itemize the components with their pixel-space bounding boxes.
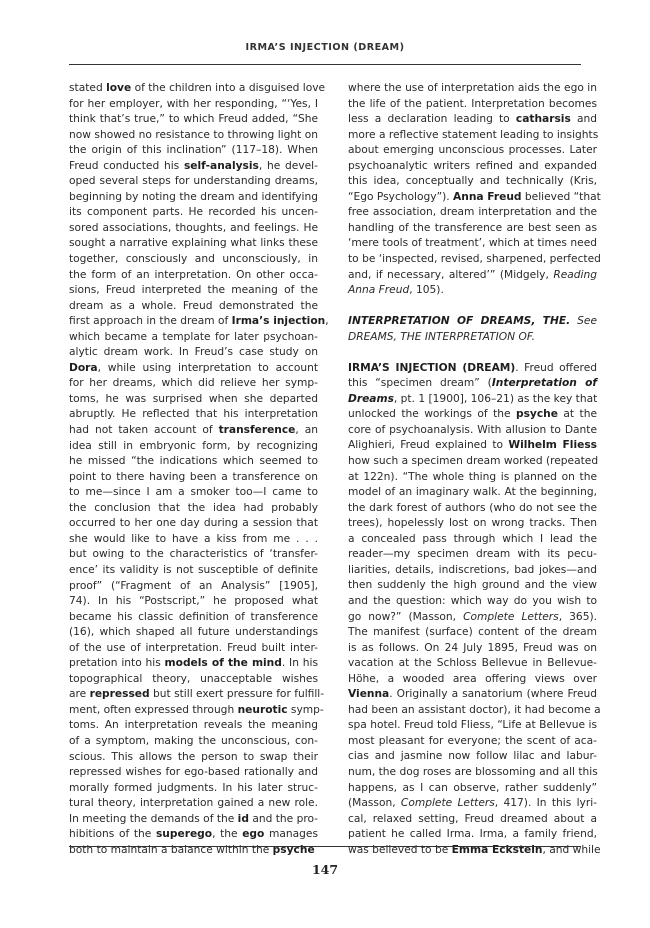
bold-term: psyche: [272, 842, 315, 856]
text-run: to me—since I am a smoker too—I came to: [69, 485, 318, 499]
text-line: [348, 655, 597, 671]
text-run: sored associations, thoughts, and feelings. He: [69, 220, 318, 234]
header-rule: [69, 64, 581, 65]
text-run: idea still in embryonic form, by recognizing: [69, 438, 318, 452]
text-line: [69, 515, 318, 531]
text-line: [348, 593, 597, 609]
text-run: the conclusion that the idea had probably: [69, 500, 318, 514]
text-line: [348, 811, 597, 827]
text-line: [69, 235, 318, 251]
text-run: go now?” (Masson,: [348, 609, 464, 623]
text-run: symp-: [287, 702, 324, 716]
text-line: [69, 298, 318, 314]
text-run: topographical theory, unacceptable wishes: [69, 671, 318, 685]
text-run: free association, dream interpretation and the: [348, 205, 597, 219]
text-line: [69, 593, 318, 609]
text-line: [69, 422, 318, 438]
italic-title: Anna Freud: [348, 283, 410, 297]
left-column: [69, 80, 329, 857]
bold-term: Irma’s injection: [231, 314, 326, 328]
text-run: (Masson,: [348, 796, 401, 810]
text-line: [69, 531, 318, 547]
text-run: and the pro-: [248, 811, 319, 825]
text-run: a concealed pass through which I lead the: [348, 531, 597, 545]
text-line: [69, 96, 318, 112]
text-run: scious. This allows the person to swap their: [69, 749, 318, 763]
text-run: . Freud offered: [515, 360, 597, 374]
bold-term: IRMA’S INJECTION (DREAM): [348, 360, 516, 374]
text-line: [69, 142, 318, 158]
text-run: patient he called Irma. Irma, a family friend,: [348, 827, 597, 841]
text-line: [69, 609, 318, 625]
text-line: [69, 717, 318, 733]
text-line: [348, 204, 597, 220]
text-line: [348, 764, 597, 780]
text-line: [348, 267, 597, 283]
text-line: [69, 764, 318, 780]
bold-term: models of the mind: [164, 656, 282, 670]
italic-title: DREAMS, THE INTERPRETATION OF.: [348, 329, 536, 343]
italic-title: Complete Letters: [400, 796, 495, 810]
text-run: model of an imaginary walk. At the beginning,: [348, 485, 597, 499]
text-line: [348, 842, 601, 858]
bold-term: catharsis: [515, 112, 571, 126]
text-run: Alighieri, Freud explained to: [348, 438, 509, 452]
text-line: [348, 158, 597, 174]
paragraph-gap: [348, 344, 597, 360]
text-run: reader—my specimen dream with its pecu-: [348, 547, 597, 561]
text-line: [69, 842, 318, 858]
bold-term: love: [106, 81, 132, 94]
text-run: repressed wishes for ego-based rationally and: [69, 765, 318, 779]
bold-term: id: [237, 811, 249, 825]
bold-term: Anna Freud: [453, 189, 522, 203]
text-run: happens, as I can observe, rather suddenly”: [348, 780, 597, 794]
text-run: to be ‘inspected, revised, sharpened, perfected: [348, 252, 601, 266]
bold-term: superego: [155, 827, 213, 841]
text-line: [69, 360, 318, 376]
text-line: [69, 811, 318, 827]
page-number: 147: [311, 862, 339, 877]
text-run: then suddenly the high ground and the view: [348, 578, 597, 592]
text-line: [348, 609, 597, 625]
text-line: [348, 111, 597, 127]
bold-italic-term: Dreams: [348, 391, 394, 405]
text-line: [69, 204, 318, 220]
text-run: liarities, details, indiscretions, bad jokes—and: [348, 562, 597, 576]
text-run: , he devel-: [258, 158, 318, 172]
footer-rule: [69, 846, 581, 847]
text-line: [69, 453, 318, 469]
text-run: of a symptom, making the unconscious, con-: [69, 733, 318, 747]
text-run: less a declaration leading to: [348, 112, 516, 126]
text-run: now showed no resistance to throwing light on: [69, 127, 318, 141]
text-run: beginning by noting the dream and identifying: [69, 189, 318, 203]
text-run: tural theory, interpretation gained a new role.: [69, 796, 318, 810]
text-line: [69, 438, 318, 454]
text-run: , 105).: [409, 283, 444, 297]
text-line: [69, 624, 318, 640]
text-run: at the: [557, 407, 598, 421]
text-line: [69, 578, 318, 594]
text-run: toms, he was surprised when she departed: [69, 391, 318, 405]
text-run: ment, often expressed through: [69, 702, 238, 716]
text-line: [69, 795, 318, 811]
text-run: but still exert pressure for fulfill-: [149, 687, 325, 701]
text-line: [69, 173, 318, 189]
text-line: [69, 640, 318, 656]
text-line: [348, 251, 601, 267]
text-line: [348, 562, 597, 578]
text-run: together, consciously and unconsciously, in: [69, 252, 318, 266]
text-line: [348, 640, 597, 656]
bold-term: Dora: [69, 360, 98, 374]
text-run: , 365).: [558, 609, 598, 623]
bold-term: Vienna: [348, 687, 390, 701]
text-line: [69, 344, 318, 360]
text-line: [348, 546, 597, 562]
text-run: hibitions of the: [69, 827, 156, 841]
text-run: abruptly. He reflected that his interpretation: [69, 407, 318, 421]
text-line: [348, 96, 597, 112]
text-run: and the question: which way do you wish to: [348, 593, 597, 607]
text-run: Freud conducted his: [69, 158, 184, 172]
text-run: ‘mere tools of treatment’, which at times need: [348, 236, 597, 250]
text-run: at 122n). “The whole thing is planned on the: [348, 469, 597, 483]
text-run: occurred to her one day during a session that: [69, 516, 318, 530]
text-line: [69, 313, 329, 329]
text-line: [348, 624, 597, 640]
text-run: and: [570, 112, 598, 126]
text-line: [348, 406, 597, 422]
text-line: [348, 220, 597, 236]
text-line: [348, 515, 597, 531]
text-run: the form of an interpretation. On other occa-: [69, 267, 318, 281]
text-line: [69, 686, 325, 702]
text-run: this “specimen dream” (: [348, 376, 492, 390]
right-column: [348, 80, 601, 857]
text-line: [348, 329, 597, 345]
text-line: [69, 80, 326, 96]
text-line: [69, 158, 318, 174]
text-line: [69, 826, 318, 842]
italic-title: Reading: [553, 267, 597, 281]
text-line: [69, 655, 318, 671]
text-run: , 417). In this lyri-: [494, 796, 598, 810]
text-line: [69, 546, 318, 562]
text-run: , and while: [542, 842, 601, 856]
text-line: [348, 795, 597, 811]
text-line: [348, 733, 597, 749]
text-run: morally formed judgments. In his later struc-: [69, 780, 318, 794]
text-line: [69, 562, 318, 578]
text-run: of the use of interpretation. Freud built inter-: [69, 640, 318, 654]
text-line: [69, 329, 318, 345]
text-line: [69, 780, 318, 796]
text-line: [348, 500, 597, 516]
text-run: sions, Freud interpreted the meaning of the: [69, 283, 318, 297]
text-run: but owing to the characteristics of ‘transfer-: [69, 547, 318, 561]
text-line: [69, 111, 318, 127]
text-run: ence’ its validity is not susceptible of definite: [69, 562, 318, 576]
text-run: both to maintain a balance within the: [69, 842, 273, 856]
text-line: [69, 189, 318, 205]
text-line: [69, 406, 318, 422]
text-run: . Originally a sanatorium (where Freud: [389, 687, 597, 701]
bold-term: neurotic: [237, 702, 288, 716]
text-run: ,: [325, 314, 329, 328]
text-run: stated: [69, 81, 107, 94]
text-run: point to there having been a transference on: [69, 469, 318, 483]
text-run: cias and jasmine now follow lilac and labur-: [348, 749, 597, 763]
bold-italic-term: INTERPRETATION OF DREAMS, THE.: [348, 314, 571, 328]
text-line: [348, 717, 597, 733]
text-run: are: [69, 687, 90, 701]
text-run: she would like to have a kiss from me . . .: [69, 531, 318, 545]
text-run: where the use of interpretation aids the ego in: [348, 81, 597, 94]
text-run: oped several steps for understanding dreams,: [69, 174, 318, 188]
text-line: [348, 235, 597, 251]
text-run: its component parts. He recorded his uncen-: [69, 205, 318, 219]
text-run: proof” (“Fragment of an Analysis” [1905],: [69, 578, 318, 592]
italic-title: See: [577, 314, 598, 328]
text-line: [348, 826, 597, 842]
text-run: had been an assistant doctor), it had become a: [348, 702, 601, 716]
text-run: toms. An interpretation reveals the meaning: [69, 718, 318, 732]
text-line: [69, 671, 318, 687]
text-line: [69, 749, 318, 765]
text-run: and, if necessary, altered’” (Midgely,: [348, 267, 554, 281]
text-line: [69, 267, 318, 283]
text-line: [348, 453, 597, 469]
text-run: of the children into a disguised love: [131, 81, 326, 94]
text-line: [348, 780, 597, 796]
text-run: sought a narrative explaining what links these: [69, 236, 318, 250]
text-line: [348, 189, 601, 205]
text-line: [348, 671, 597, 687]
text-line: [348, 313, 597, 329]
text-run: alytic dream work. In Freud’s case study on: [69, 345, 318, 359]
text-run: believed “that: [521, 189, 601, 203]
text-run: (16), which shaped all future understandings: [69, 625, 318, 639]
text-line: [69, 469, 318, 485]
running-head: IRMA’S INJECTION (DREAM): [245, 42, 405, 53]
text-line: [348, 173, 597, 189]
text-run: core of psychoanalysis. With allusion to Dante: [348, 422, 597, 436]
text-line: [69, 282, 318, 298]
text-line: [348, 748, 597, 764]
text-run: the dark forest of authors (who do not see the: [348, 500, 597, 514]
text-run: for her employer, with her responding, “‘Yes, I: [69, 96, 318, 110]
text-line: [348, 469, 597, 485]
text-run: 74). In his “Postscript,” he proposed what: [69, 594, 318, 608]
text-line: [348, 437, 597, 453]
text-run: , pt. 1 [1900], 106–21) as the key that: [393, 391, 598, 405]
text-run: spa hotel. Freud told Fliess, “Life at Bellevue is: [348, 718, 597, 732]
text-run: the life of the patient. Interpretation becomes: [348, 96, 597, 110]
text-line: [348, 142, 597, 158]
text-run: num, the dog roses are blossoming and all this: [348, 764, 598, 778]
text-line: [69, 733, 318, 749]
text-run: “Ego Psychology”).: [348, 189, 454, 203]
bold-term: ego: [242, 827, 265, 841]
text-run: trees), hopelessly lost on wrong tracks. Then: [348, 516, 597, 530]
text-line: [348, 375, 597, 391]
text-line: [348, 127, 597, 143]
text-line: [348, 80, 597, 96]
text-run: about emerging unconscious processes. Later: [348, 143, 597, 157]
text-run: first approach in the dream of: [69, 314, 232, 328]
text-run: dream as a whole. Freud demonstrated the: [69, 298, 318, 312]
text-line: [69, 251, 318, 267]
text-run: most pleasant for everyone; the scent of aca-: [348, 733, 597, 747]
text-line: [69, 702, 324, 718]
bold-term: transference: [218, 423, 296, 437]
text-run: more a reflective statement leading to insights: [348, 127, 599, 141]
text-run: which became a template for later psychoan-: [69, 329, 318, 343]
text-line: [348, 282, 597, 298]
text-run: how such a specimen dream worked (repeated: [348, 454, 599, 468]
text-run: think that’s true,” to which Freud added, “She: [69, 112, 318, 126]
text-line: [69, 127, 318, 143]
text-line: [69, 500, 318, 516]
text-line: [348, 577, 597, 593]
bold-term: repressed: [89, 687, 150, 701]
text-run: vacation at the Schloss Bellevue in Bellevue-: [348, 656, 597, 670]
bold-term: Wilhelm Fliess: [508, 438, 597, 452]
text-run: unlocked the workings of the: [348, 407, 516, 421]
text-run: is as follows. On 24 July 1895, Freud was on: [348, 640, 597, 654]
text-line: [348, 702, 601, 718]
text-run: , while using interpretation to account: [97, 360, 318, 374]
text-line: [348, 422, 597, 438]
bold-term: Emma Eckstein: [451, 842, 543, 856]
text-line: [348, 531, 597, 547]
text-run: had not taken account of: [69, 423, 219, 437]
text-run: was believed to be: [348, 842, 452, 856]
bold-term: self-analysis: [183, 158, 259, 172]
text-line: [69, 220, 318, 236]
bold-italic-term: Interpretation of: [491, 376, 598, 390]
text-run: for her dreams, which did relieve her symp-: [69, 376, 318, 390]
text-run: In meeting the demands of the: [69, 811, 238, 825]
text-run: cal, relaxed setting, Freud dreamed about a: [348, 811, 597, 825]
text-run: , an: [295, 423, 318, 437]
text-run: psychoanalytic writers refined and expanded: [348, 158, 597, 172]
text-run: . In his: [281, 656, 318, 670]
text-run: handling of the transference are best seen as: [348, 220, 597, 234]
text-run: this idea, conceptually and technically (Kris,: [348, 174, 597, 188]
text-line: [69, 375, 318, 391]
text-run: became his classic definition of transference: [69, 609, 318, 623]
text-line: [69, 391, 318, 407]
paragraph-gap: [348, 298, 597, 314]
text-run: he missed “the indications which seemed to: [69, 454, 318, 468]
text-line: [69, 484, 318, 500]
text-run: the origin of this inclination” (117–18). When: [69, 143, 318, 157]
text-line: [348, 391, 597, 407]
text-line: [348, 484, 597, 500]
text-run: pretation into his: [69, 656, 165, 670]
text-run: , the: [212, 827, 243, 841]
text-run: The manifest (surface) content of the dream: [348, 625, 597, 639]
bold-term: psyche: [515, 407, 558, 421]
italic-title: Complete Letters: [463, 609, 559, 623]
text-line: [348, 360, 597, 376]
text-line: [348, 686, 597, 702]
text-run: manages: [264, 827, 318, 841]
text-run: Höhe, a wooded area offering views over: [348, 671, 597, 685]
